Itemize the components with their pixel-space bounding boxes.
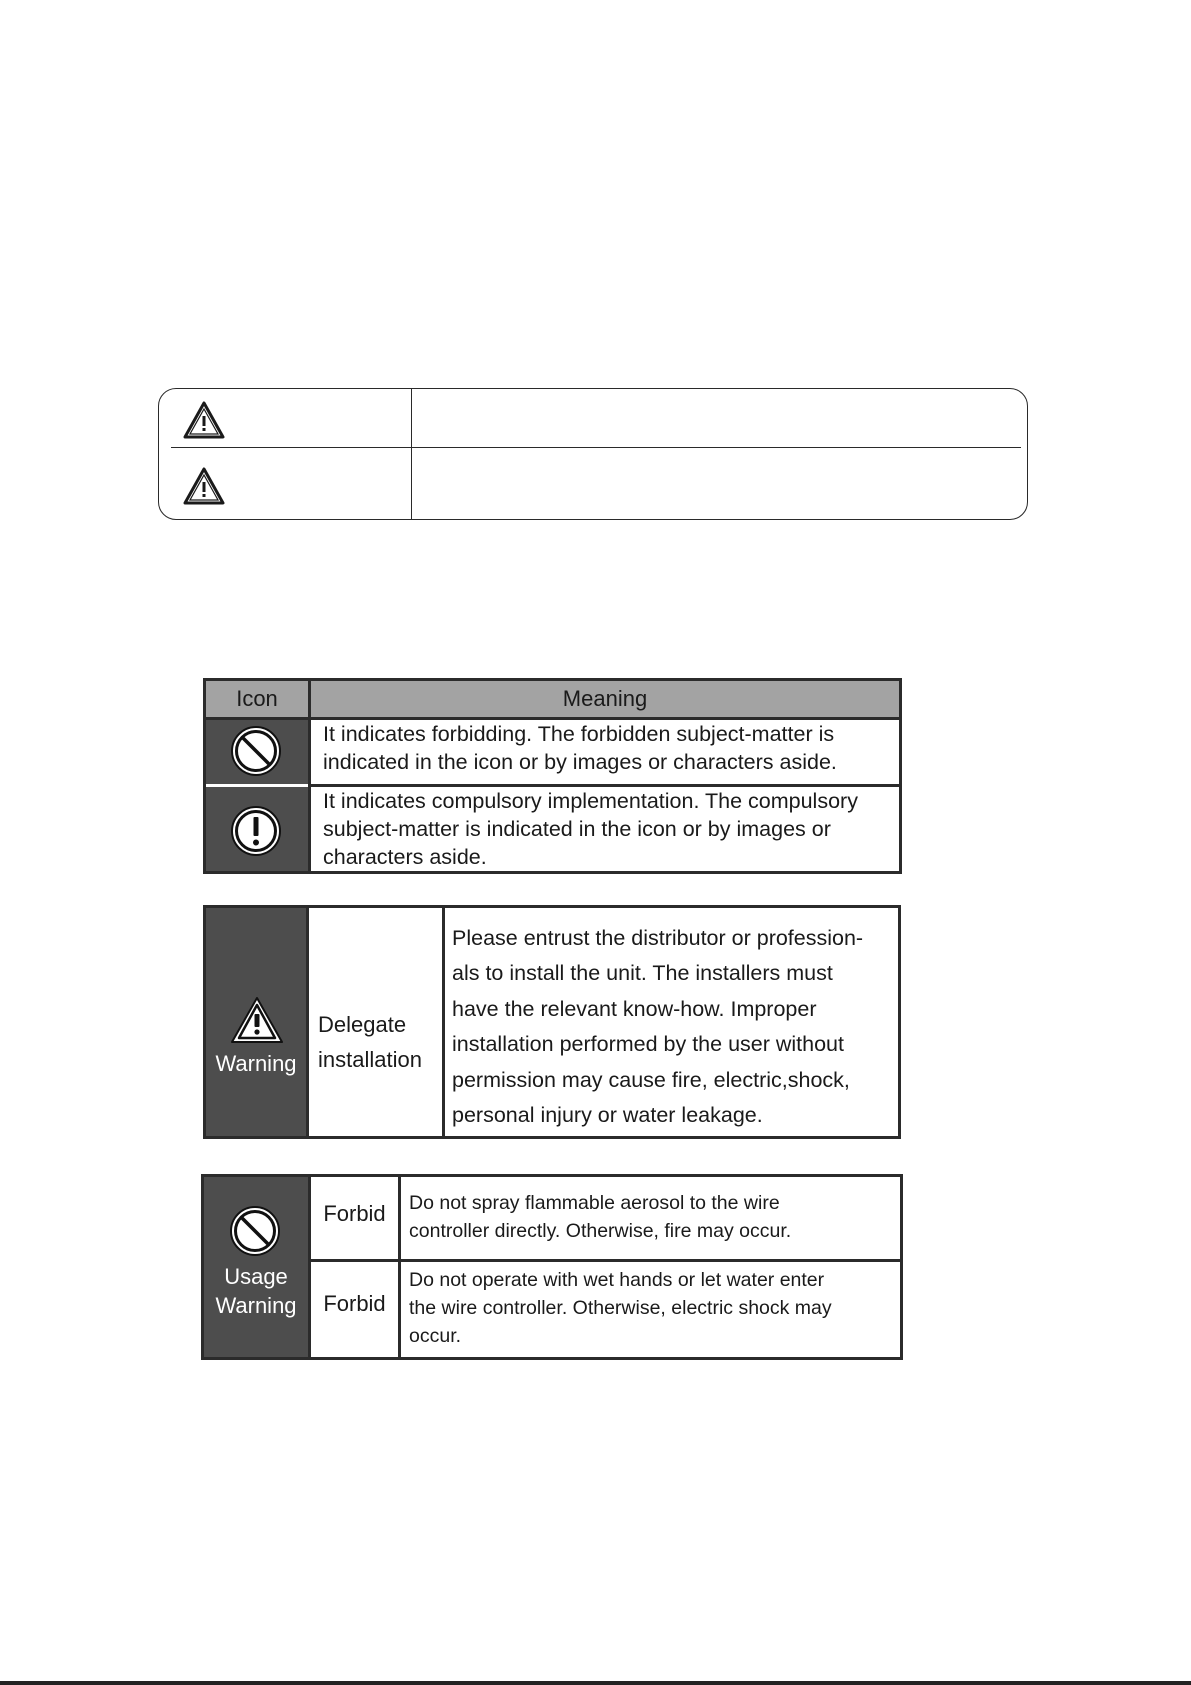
row-separator	[311, 1259, 900, 1262]
text-line: It indicates compulsory implementation. The compulsory	[323, 789, 858, 813]
warning-table	[203, 905, 901, 1139]
text-line: the wire controller. Otherwise, electric shock may	[409, 1297, 832, 1319]
icon-meaning-text	[323, 787, 891, 871]
warning-label: Warning	[215, 1051, 297, 1076]
text-line: Do not spray flammable aerosol to the wire	[409, 1192, 780, 1214]
signal-box-row-separator	[171, 447, 1021, 448]
icon-meaning-table	[203, 678, 902, 874]
prohibited-circle-icon	[229, 724, 283, 778]
usage-subject: Forbid	[323, 1201, 386, 1226]
text-line: Do not operate with wet hands or let water enter	[409, 1269, 825, 1291]
text-line: indicated in the icon or by images or characters aside.	[323, 750, 837, 774]
warning-triangle-icon	[183, 401, 225, 439]
signal-word-box	[158, 388, 1028, 520]
header-icon: Icon	[236, 686, 278, 711]
warning-description	[452, 921, 894, 1133]
text-line: subject-matter is indicated in the icon or by images or	[323, 817, 831, 841]
header-meaning: Meaning	[562, 686, 648, 711]
warning-triangle-icon	[230, 996, 284, 1044]
usage-subject: Forbid	[323, 1291, 386, 1316]
exclamation-circle-icon	[229, 804, 283, 858]
usage-description	[409, 1189, 892, 1245]
text-line: als to install the unit. The installers must	[452, 961, 833, 986]
text-line: Usage	[224, 1264, 288, 1289]
column-divider	[306, 908, 309, 1136]
text-line: controller directly. Otherwise, fire may occur.	[409, 1220, 792, 1242]
column-divider	[398, 1177, 401, 1357]
usage-warning-table	[201, 1174, 903, 1360]
signal-box-divider	[411, 389, 412, 519]
text-line: Please entrust the distributor or profession-	[452, 926, 864, 950]
prohibited-circle-icon	[228, 1204, 282, 1258]
text-line: Delegate	[318, 1012, 407, 1037]
icon-meaning-text	[323, 720, 891, 776]
text-line: have the relevant know-how. Improper	[452, 996, 817, 1021]
text-line: It indicates forbidding. The forbidden subject-matter is	[323, 722, 835, 746]
usage-warning-label	[204, 1262, 308, 1320]
text-line: installation	[318, 1047, 422, 1072]
text-line: Warning	[215, 1293, 297, 1318]
text-line: occur.	[409, 1325, 462, 1347]
row-separator	[206, 784, 308, 787]
column-divider	[442, 908, 445, 1136]
warning-subject	[318, 1007, 438, 1077]
text-line: installation performed by the user without	[452, 1032, 844, 1057]
text-line: personal injury or water leakage.	[452, 1103, 763, 1128]
text-line: characters aside.	[323, 845, 487, 869]
text-line: permission may cause fire, electric,shock,	[452, 1067, 850, 1092]
page-bottom-rule	[0, 1681, 1191, 1685]
warning-triangle-icon	[183, 467, 225, 505]
usage-description	[409, 1266, 892, 1350]
